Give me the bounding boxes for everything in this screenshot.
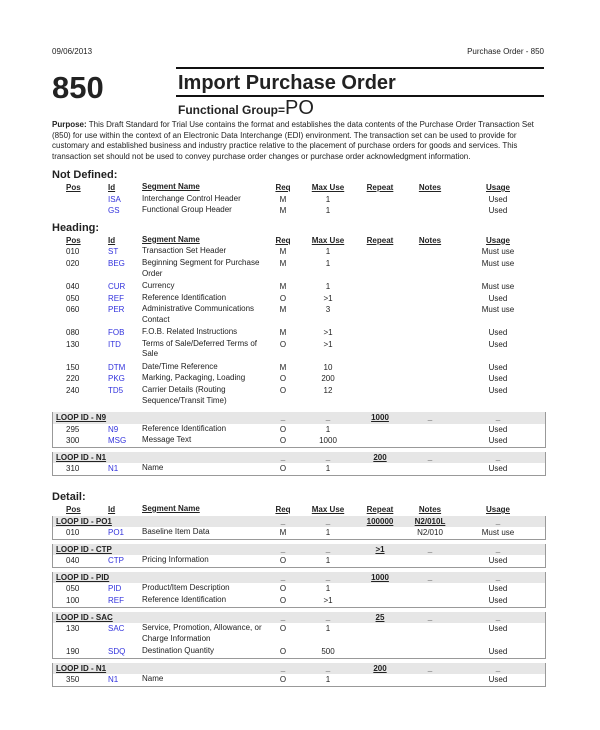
- segment-req: O: [279, 624, 287, 634]
- segment-usage: Used: [488, 194, 508, 204]
- column-header-usage: Usage: [485, 235, 510, 245]
- segment-pos: 010: [66, 247, 80, 257]
- segment-row: [0, 246, 600, 258]
- column-header-req: Req: [275, 235, 291, 245]
- segment-row: [0, 327, 600, 339]
- loop-req-dash: _: [280, 572, 286, 582]
- segment-row: [53, 674, 545, 686]
- segment-usage: Must use: [481, 247, 515, 257]
- loop-max-dash: _: [325, 544, 331, 554]
- loop-repeat: 100000: [366, 516, 394, 526]
- segment-name: Interchange Control Header: [142, 193, 241, 203]
- segment-usage: Used: [488, 436, 508, 446]
- section-title: Not Defined:: [52, 169, 118, 181]
- segment-pos: 040: [66, 556, 80, 566]
- segment-pos: 350: [66, 675, 80, 685]
- segment-max: >1: [323, 596, 333, 606]
- segment-tables: [0, 168, 600, 687]
- segment-row: [0, 339, 600, 362]
- segment-max: 1: [325, 424, 331, 434]
- segment-name: Reference Identification: [142, 595, 227, 605]
- segment-usage: Used: [488, 584, 508, 594]
- segment-id: TD5: [108, 385, 124, 395]
- segment-row: [0, 205, 600, 217]
- loop-notes: _: [427, 452, 433, 462]
- segment-req: M: [279, 247, 287, 257]
- loop-header-row: [53, 663, 545, 675]
- segment-row: [53, 555, 545, 567]
- functional-group: [178, 97, 314, 120]
- segment-pos: 220: [66, 374, 80, 384]
- segment-max: >1: [323, 328, 333, 338]
- loop-req-dash: _: [280, 663, 286, 673]
- loop-req-dash: _: [280, 452, 286, 462]
- loop-box: [52, 572, 546, 608]
- loop-max-dash: _: [325, 663, 331, 673]
- column-header-req: Req: [275, 504, 291, 514]
- loop-usage-dash: _: [495, 572, 501, 582]
- segment-id: N1: [108, 675, 119, 685]
- section-title: Heading:: [52, 221, 100, 234]
- column-header-repeat: Repeat: [366, 235, 394, 245]
- segment-row: [0, 385, 600, 408]
- loop-notes: N2/010L: [414, 516, 446, 526]
- segment-row: [53, 527, 545, 539]
- segment-name: Product/Item Description: [142, 583, 230, 593]
- segment-req: O: [279, 464, 287, 474]
- segment-req: O: [279, 675, 287, 685]
- loop-box: [52, 612, 546, 659]
- loop-box: [52, 412, 546, 448]
- segment-pos: 130: [66, 624, 80, 634]
- loop-repeat: 25: [375, 612, 385, 622]
- segment-usage: Used: [488, 647, 508, 657]
- segment-max: >1: [323, 293, 333, 303]
- column-header-req: Req: [275, 183, 291, 192]
- loop-id-label: LOOP ID - PO1: [56, 516, 112, 526]
- segment-name: Carrier Details (Routing Sequence/Transit Time): [142, 384, 227, 405]
- loop-notes: _: [427, 572, 433, 582]
- segment-id: MSG: [108, 436, 127, 446]
- section-title: Detail:: [52, 490, 86, 503]
- loop-repeat: 200: [373, 452, 387, 462]
- segment-name: Name: [142, 463, 164, 473]
- column-header-notes: Notes: [418, 504, 442, 514]
- loop-id-label: LOOP ID - N1: [56, 452, 107, 462]
- segment-row: [0, 194, 600, 206]
- segment-id: DTM: [108, 362, 126, 372]
- loop-header-row: [53, 516, 545, 528]
- column-header-notes: Notes: [418, 183, 442, 192]
- segment-id: FOB: [108, 328, 125, 338]
- segment-req: O: [279, 436, 287, 446]
- segment-name: Baseline Item Data: [142, 527, 210, 537]
- segment-pos: 080: [66, 328, 80, 338]
- segment-req: O: [279, 596, 287, 606]
- segment-row: [53, 463, 545, 475]
- loop-repeat: >1: [375, 544, 385, 554]
- segment-max: 1: [325, 464, 331, 474]
- loop-max-dash: _: [325, 412, 331, 422]
- loop-box: [52, 516, 546, 540]
- top-rule: [176, 67, 544, 69]
- column-header-repeat: Repeat: [366, 504, 394, 514]
- segment-row: [0, 373, 600, 385]
- column-header-pos: Pos: [66, 183, 81, 192]
- loop-id-label: LOOP ID - CTP: [56, 544, 112, 554]
- loop-repeat: 200: [373, 663, 387, 673]
- page-title: Import Purchase Order: [178, 72, 396, 94]
- loop-id-label: LOOP ID - N9: [56, 412, 107, 422]
- loop-req-dash: _: [280, 412, 286, 422]
- purpose-paragraph: [52, 120, 546, 163]
- segment-id: ITD: [108, 339, 121, 349]
- segment-name: Beginning Segment for Purchase Order: [142, 257, 260, 278]
- loop-req-dash: _: [280, 516, 286, 526]
- segment-row: [0, 281, 600, 293]
- segment-max: 1: [325, 675, 331, 685]
- segment-max: 1: [325, 556, 331, 566]
- segment-max: >1: [323, 339, 333, 349]
- loop-usage-dash: _: [495, 452, 501, 462]
- segment-max: 1: [325, 247, 331, 257]
- segment-name: Service, Promotion, Allowance, or Charge Information: [142, 623, 262, 643]
- segment-usage: Used: [488, 339, 508, 349]
- column-header-notes: Notes: [418, 235, 442, 245]
- loop-max-dash: _: [325, 452, 331, 462]
- segment-req: M: [279, 362, 287, 372]
- segment-usage: Must use: [481, 528, 515, 538]
- segment-usage: Used: [488, 328, 508, 338]
- segment-row: [0, 304, 600, 327]
- segment-row: [0, 258, 600, 281]
- loop-notes: _: [427, 544, 433, 554]
- segment-name: Transaction Set Header: [142, 246, 227, 256]
- transaction-set-number: 850: [52, 70, 104, 105]
- loop-max-dash: _: [325, 572, 331, 582]
- segment-req: M: [279, 206, 287, 216]
- segment-name: Reference Identification: [142, 423, 227, 433]
- column-header-row: [0, 504, 600, 516]
- segment-max: 10: [323, 362, 333, 372]
- segment-max: 1: [325, 206, 331, 216]
- segment-row: [53, 646, 545, 658]
- segment-usage: Used: [488, 624, 508, 634]
- loop-max-dash: _: [325, 516, 331, 526]
- loop-header-row: [53, 412, 545, 424]
- segment-req: M: [279, 258, 287, 268]
- segment-pos: 310: [66, 464, 80, 474]
- segment-req: O: [279, 647, 287, 657]
- segment-pos: 050: [66, 584, 80, 594]
- segment-usage: Used: [488, 374, 508, 384]
- loop-usage-dash: _: [495, 612, 501, 622]
- segment-pos: 050: [66, 293, 80, 303]
- segment-pos: 190: [66, 647, 80, 657]
- segment-usage: Must use: [481, 305, 515, 315]
- segment-usage: Used: [488, 675, 508, 685]
- column-header-row: [0, 182, 600, 194]
- segment-row: [0, 293, 600, 305]
- loop-notes: _: [427, 663, 433, 673]
- segment-pos: 240: [66, 385, 80, 395]
- segment-name: F.O.B. Related Instructions: [142, 327, 238, 337]
- segment-req: M: [279, 281, 287, 291]
- column-header-max: Max Use: [311, 183, 345, 192]
- segment-name: Currency: [142, 280, 175, 290]
- segment-max: 200: [321, 374, 335, 384]
- segment-id: ST: [108, 247, 119, 257]
- segment-id: REF: [108, 596, 124, 606]
- segment-max: 3: [325, 305, 331, 315]
- segment-usage: Used: [488, 206, 508, 216]
- segment-row: [53, 595, 545, 607]
- segment-id: REF: [108, 293, 124, 303]
- segment-id: GS: [108, 206, 120, 216]
- segment-name: Pricing Information: [142, 555, 209, 565]
- segment-id: N1: [108, 464, 119, 474]
- segment-max: 1000: [319, 436, 337, 446]
- loop-notes: _: [427, 612, 433, 622]
- column-header-name: Segment Name: [142, 503, 200, 513]
- segment-name: Name: [142, 674, 164, 684]
- segment-id: SAC: [108, 624, 125, 634]
- segment-req: O: [279, 293, 287, 303]
- segment-pos: 150: [66, 362, 80, 372]
- segment-usage: Used: [488, 362, 508, 372]
- segment-max: 1: [325, 281, 331, 291]
- segment-name: Destination Quantity: [142, 646, 215, 656]
- loop-repeat: 1000: [371, 412, 389, 422]
- segment-req: O: [279, 556, 287, 566]
- loop-usage-dash: _: [495, 516, 501, 526]
- segment-name: Functional Group Header: [142, 205, 232, 215]
- segment-req: O: [279, 339, 287, 349]
- column-header-max: Max Use: [311, 504, 345, 514]
- loop-id-label: LOOP ID - PID: [56, 572, 110, 582]
- segment-name: Date/Time Reference: [142, 361, 218, 371]
- loop-usage-dash: _: [495, 544, 501, 554]
- loop-box: [52, 452, 546, 476]
- loop-header-row: [53, 452, 545, 464]
- segment-req: M: [279, 528, 287, 538]
- loop-req-dash: _: [280, 612, 286, 622]
- functional-group-value: PO: [285, 97, 314, 119]
- loop-req-dash: _: [280, 544, 286, 554]
- segment-id: PID: [108, 584, 122, 594]
- segment-pos: 010: [66, 528, 80, 538]
- segment-usage: Used: [488, 385, 508, 395]
- column-header-pos: Pos: [66, 504, 81, 514]
- column-header-pos: Pos: [66, 235, 81, 245]
- segment-id: N9: [108, 424, 119, 434]
- segment-name: Message Text: [142, 435, 192, 445]
- column-header-repeat: Repeat: [366, 183, 394, 192]
- segment-name: Reference Identification: [142, 292, 227, 302]
- segment-max: 500: [321, 647, 335, 657]
- segment-row: [53, 424, 545, 436]
- segment-pos: 295: [66, 424, 80, 434]
- purpose-label: Purpose:: [52, 120, 87, 129]
- segment-row: [53, 583, 545, 595]
- loop-header-row: [53, 612, 545, 624]
- loop-usage-dash: _: [495, 663, 501, 673]
- purpose-text: This Draft Standard for Trial Use contains the format and establishes the data contents of the Purchase Order Transaction Set (850) for use within the context of an Electronic Data Interchange (EDI) environment. The transaction set can be used to provide for customary and established business and industry practice relative to the placement of purchase orders for goods and services. This transaction set should not be used to convey purchase order changes or purchase order acknowledgment information.: [52, 120, 534, 162]
- segment-pos: 060: [66, 305, 80, 315]
- segment-req: M: [279, 194, 287, 204]
- loop-repeat: 1000: [371, 572, 389, 582]
- segment-usage: Must use: [481, 281, 515, 291]
- segment-row: [53, 623, 545, 646]
- loop-box: [52, 544, 546, 568]
- column-header-name: Segment Name: [142, 182, 200, 191]
- segment-usage: Used: [488, 464, 508, 474]
- segment-req: M: [279, 305, 287, 315]
- segment-usage: Used: [488, 424, 508, 434]
- segment-usage: Used: [488, 556, 508, 566]
- segment-max: 12: [323, 385, 333, 395]
- column-header-usage: Usage: [485, 504, 510, 514]
- document-reference: Purchase Order - 850: [467, 47, 544, 56]
- segment-id: ISA: [108, 194, 121, 204]
- segment-pos: 130: [66, 339, 80, 349]
- segment-id: SDQ: [108, 647, 126, 657]
- functional-group-label: Functional Group=: [178, 103, 285, 117]
- column-header-usage: Usage: [485, 183, 510, 192]
- column-header-id: Id: [108, 504, 116, 514]
- segment-name: Terms of Sale/Deferred Terms of Sale: [142, 338, 258, 359]
- segment-req: M: [279, 328, 287, 338]
- column-header-max: Max Use: [311, 235, 345, 245]
- loop-box: [52, 663, 546, 687]
- segment-req: O: [279, 374, 287, 384]
- segment-id: CTP: [108, 556, 124, 566]
- segment-max: 1: [325, 194, 331, 204]
- loop-max-dash: _: [325, 612, 331, 622]
- segment-usage: Must use: [481, 258, 515, 268]
- loop-header-row: [53, 544, 545, 556]
- segment-usage: Used: [488, 596, 508, 606]
- segment-pos: 100: [66, 596, 80, 606]
- segment-pos: 020: [66, 258, 80, 268]
- segment-max: 1: [325, 258, 331, 268]
- column-header-id: Id: [108, 183, 116, 192]
- loop-header-row: [53, 572, 545, 584]
- segment-pos: 300: [66, 436, 80, 446]
- loop-usage-dash: _: [495, 412, 501, 422]
- loop-id-label: LOOP ID - N1: [56, 663, 107, 673]
- segment-notes: N2/010: [417, 528, 443, 538]
- segment-max: 1: [325, 584, 331, 594]
- segment-id: PO1: [108, 528, 125, 538]
- segment-id: CUR: [108, 281, 126, 291]
- column-header-name: Segment Name: [142, 234, 200, 244]
- segment-id: BEG: [108, 258, 125, 268]
- loop-id-label: LOOP ID - SAC: [56, 612, 113, 622]
- segment-name: Marking, Packaging, Loading: [142, 373, 246, 383]
- segment-max: 1: [325, 528, 331, 538]
- segment-req: O: [279, 424, 287, 434]
- column-header-id: Id: [108, 235, 116, 245]
- segment-id: PKG: [108, 374, 125, 384]
- segment-name: Administrative Communications Contact: [142, 304, 255, 324]
- segment-req: O: [279, 584, 287, 594]
- column-header-row: [0, 235, 600, 247]
- segment-usage: Used: [488, 293, 508, 303]
- loop-notes: _: [427, 412, 433, 422]
- segment-pos: 040: [66, 281, 80, 291]
- segment-row: [0, 362, 600, 374]
- segment-row: [53, 435, 545, 447]
- print-date: 09/06/2013: [52, 47, 93, 56]
- segment-req: O: [279, 385, 287, 395]
- segment-max: 1: [325, 624, 331, 634]
- segment-id: PER: [108, 305, 125, 315]
